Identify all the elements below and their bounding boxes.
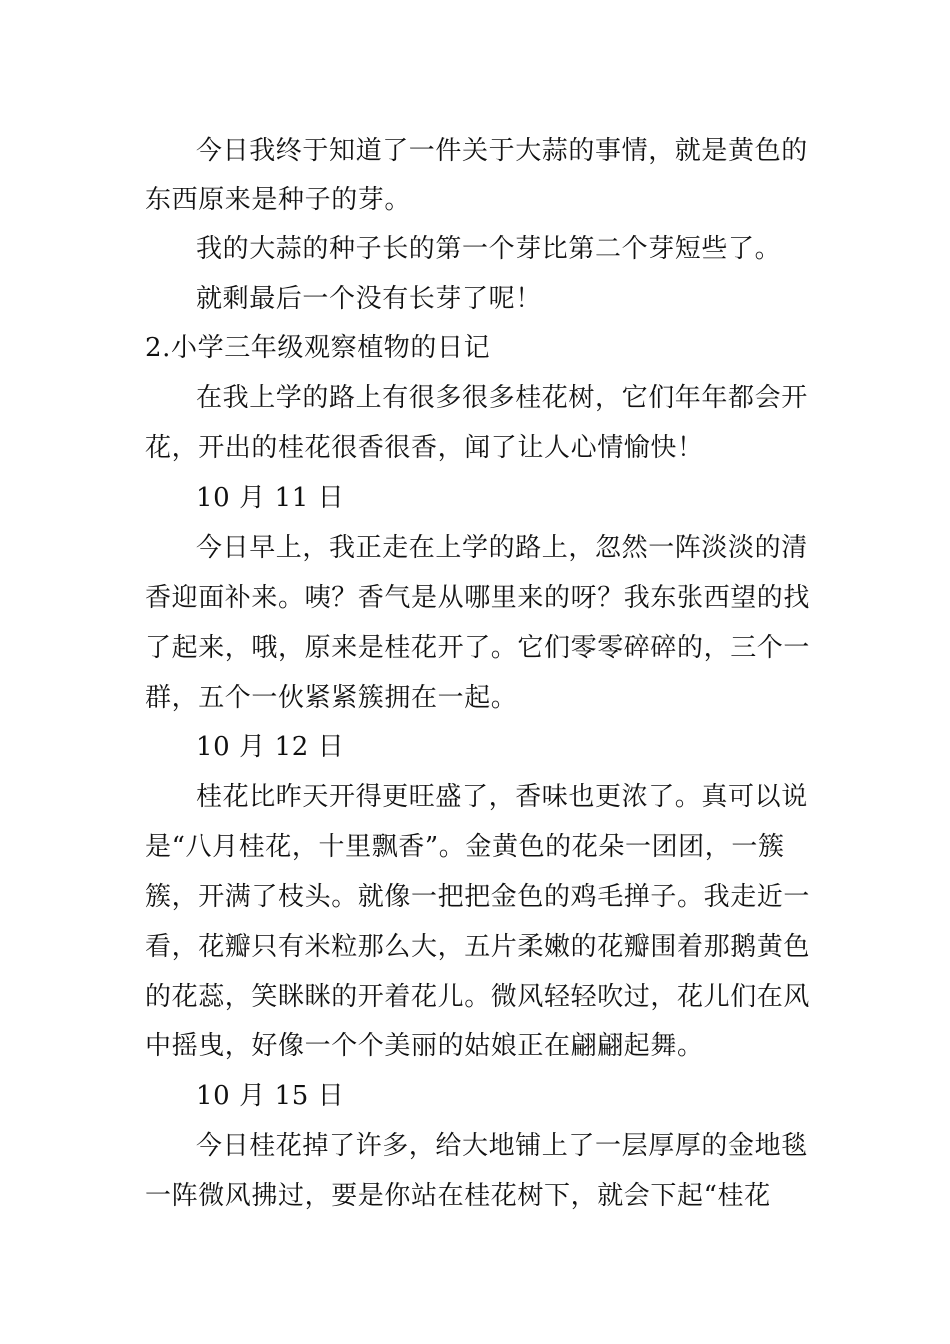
paragraph-line: 今日早上，我正走在上学的路上，忽然一阵淡淡的清 <box>196 533 808 563</box>
paragraph-line: 桂花比昨天开得更旺盛了，香味也更浓了。真可以说 <box>196 782 808 812</box>
paragraph-line: 东西原来是种子的芽。 <box>145 185 412 215</box>
paragraph-line: 今日桂花掉了许多，给大地铺上了一层厚厚的金地毯 <box>196 1131 808 1161</box>
paragraph-line: 今日我终于知道了一件关于大蒜的事情，就是黄色的 <box>196 136 808 166</box>
paragraph-line: 是“八月桂花，十里飘香”。金黄色的花朵一团团，一簇 <box>145 832 785 862</box>
paragraph-line: 群，五个一伙紧紧簇拥在一起。 <box>145 683 518 713</box>
section-heading: 2.小学三年级观察植物的日记 <box>145 333 491 363</box>
paragraph-line: 了起来，哦，原来是桂花开了。它们零零碎碎的，三个一 <box>145 633 811 663</box>
date-line: 10 月 11 日 <box>196 483 345 513</box>
paragraph-line: 在我上学的路上有很多很多桂花树，它们年年都会开 <box>196 383 808 413</box>
paragraph-line: 一阵微风拂过，要是你站在桂花树下，就会下起“桂花 <box>145 1181 771 1211</box>
paragraph-line: 花，开出的桂花很香很香，闻了让人心情愉快！ <box>145 433 704 463</box>
date-line: 10 月 15 日 <box>196 1081 345 1111</box>
paragraph-line: 中摇曳，好像一个个美丽的姑娘正在翩翩起舞。 <box>145 1031 704 1061</box>
paragraph-line: 我的大蒜的种子长的第一个芽比第二个芽短些了。 <box>196 234 782 264</box>
paragraph-line: 看，花瓣只有米粒那么大，五片柔嫩的花瓣围着那鹅黄色 <box>145 932 811 962</box>
paragraph-line: 簇，开满了枝头。就像一把把金色的鸡毛掸子。我走近一 <box>145 882 811 912</box>
paragraph-line: 的花蕊，笑眯眯的开着花儿。微风轻轻吹过，花儿们在风 <box>145 982 811 1012</box>
paragraph-line: 香迎面补来。咦？香气是从哪里来的呀？我东张西望的找 <box>145 583 811 613</box>
paragraph-line: 就剩最后一个没有长芽了呢！ <box>196 284 542 314</box>
date-line: 10 月 12 日 <box>196 732 345 762</box>
